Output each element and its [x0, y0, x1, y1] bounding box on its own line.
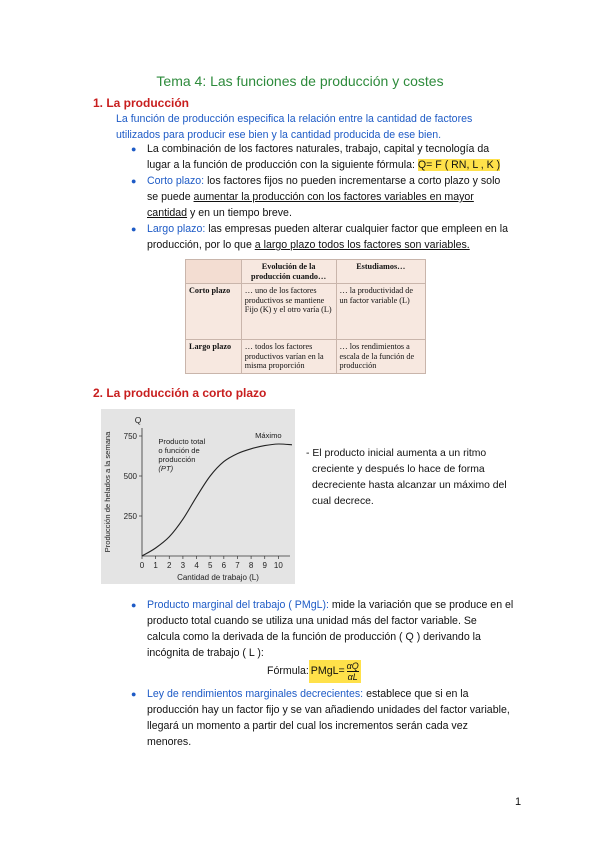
- formula-fraction: [347, 661, 359, 682]
- desc-line-2: creciente y después lo hace de forma: [312, 464, 485, 475]
- formula-lhs: PMgL=: [310, 665, 345, 677]
- y-tick-label: 750: [123, 432, 137, 441]
- marginal-line-4: incógnita de trabajo ( L ):: [147, 647, 264, 659]
- x-tick-label: 5: [207, 561, 213, 570]
- formula-label: Fórmula:: [267, 665, 309, 677]
- production-formula: Q= F ( RN, L , K ): [417, 159, 501, 171]
- long-run-line-2b: a largo plazo todos los factores son variables.: [254, 239, 470, 251]
- short-run-line-1: los factores fijos no pueden incrementarse a corto plazo y solo: [204, 175, 501, 187]
- total-product-chart: [101, 409, 295, 584]
- y-axis-letter: Q: [134, 415, 142, 425]
- x-tick-label: 7: [235, 561, 240, 570]
- bullet-factors-line-2: lugar a la función de producción con la siguiente fórmula:: [147, 159, 418, 171]
- x-tick-label: 10: [273, 561, 283, 570]
- bullet-icon: ●: [131, 176, 137, 186]
- diminishing-returns-label: Ley de rendimientos marginales decrecientes:: [147, 688, 364, 700]
- section-2-heading: 2. La producción a corto plazo: [93, 386, 267, 400]
- short-run-line-3b: y en un tiempo breve.: [187, 207, 292, 219]
- bullet-icon: ●: [131, 224, 137, 234]
- diminishing-line-2: producción hay un factor fijo y se van añadiendo unidades del factor variable,: [147, 704, 510, 716]
- long-run-line-1: las empresas pueden alterar cualquier factor que empleen en la: [205, 223, 509, 235]
- x-tick-label: 4: [194, 561, 199, 570]
- diminishing-line-3: llegará un momento a partir del cual los incrementos serán cada vez: [147, 720, 468, 732]
- short-run-line-2b: aumentar la producción con los factores variables en mayor: [193, 191, 474, 203]
- marginal-line-3: calcula como la derivada de la función de producción ( Q ) derivando la: [147, 631, 481, 643]
- x-tick-label: 0: [139, 561, 145, 570]
- diminishing-line-4: menores.: [147, 736, 192, 748]
- x-tick-label: 9: [262, 561, 267, 570]
- marginal-product-label: Producto marginal del trabajo ( PMgL):: [147, 599, 329, 611]
- marginal-line-2: producto total cuando se utiliza una unidad más del factor variable. Se: [147, 615, 477, 627]
- marginal-line-1: mide la variación que se produce en el: [328, 599, 514, 611]
- section-1-heading: 1. La producción: [93, 96, 190, 110]
- page-title: Tema 4: Las funciones de producción y costes: [156, 73, 444, 89]
- formula-denominator: αL: [347, 671, 358, 682]
- table-row-head-long: Largo plazo: [186, 340, 242, 374]
- formula-numerator: αQ: [346, 660, 359, 671]
- diminishing-line-1: establece que si en la: [363, 688, 469, 700]
- bullet-diminishing-returns: [147, 686, 528, 750]
- curve-label-line: Producto total: [158, 437, 206, 446]
- production-table: [185, 259, 426, 374]
- formula-highlight: [309, 660, 361, 683]
- section-1-intro: [116, 111, 528, 143]
- table-cell: … la productividad de un factor variable (L): [336, 284, 425, 340]
- table-cell: … uno de los factores productivos se mantiene Fijo (K) y el otro varía (L): [241, 284, 336, 340]
- short-run-label: Corto plazo:: [147, 175, 205, 187]
- x-tick-label: 8: [248, 561, 254, 570]
- page-number: 1: [515, 796, 522, 808]
- table-corner: [186, 260, 242, 284]
- desc-line-3: decreciente hasta alcanzar un máximo del: [312, 480, 507, 491]
- short-run-line-2a: se puede: [147, 191, 194, 203]
- short-run-line-3a: cantidad: [147, 207, 188, 219]
- x-tick-label: 6: [221, 561, 227, 570]
- y-tick-label: 250: [123, 512, 137, 521]
- bullet-factors-line-1: La combinación de los factores naturales, trabajo, capital y tecnología da: [147, 143, 490, 155]
- table-row-head-short: Corto plazo: [186, 284, 242, 340]
- curve-label-line: producción: [158, 455, 196, 464]
- curve-label-line: (PT): [158, 464, 174, 473]
- y-axis-label: Producción de helados a la semana: [103, 431, 112, 553]
- intro-line-1: La función de producción especifica la relación entre la cantidad de factores: [116, 113, 473, 125]
- marginal-formula: [267, 658, 361, 684]
- bullet-factors: [147, 141, 528, 173]
- x-axis-label: Cantidad de trabajo (L): [177, 573, 259, 582]
- bullet-marginal-product: [147, 597, 528, 661]
- bullet-icon: ●: [131, 144, 137, 154]
- bullet-long-run: [147, 221, 528, 253]
- bullet-short-run: [147, 173, 528, 221]
- table-header-evolution: Evolución de la producción cuando…: [241, 260, 336, 284]
- table-cell: … todos los factores productivos varían en la misma proporción: [241, 340, 336, 374]
- long-run-line-2a: producción, por lo que: [147, 239, 255, 251]
- bullet-icon: ●: [131, 689, 137, 699]
- y-tick-label: 500: [123, 472, 137, 481]
- curve-label-line: o función de: [158, 446, 200, 455]
- desc-line-4: cual decrece.: [312, 496, 374, 507]
- table-header-study: Estudiamos…: [336, 260, 425, 284]
- long-run-label: Largo plazo:: [147, 223, 206, 235]
- x-tick-label: 1: [153, 561, 158, 570]
- curve-description: [306, 446, 507, 510]
- desc-line-1: - El producto inicial aumenta a un ritmo: [306, 448, 487, 459]
- x-tick-label: 2: [167, 561, 172, 570]
- max-label: Máximo: [255, 431, 282, 440]
- bullet-icon: ●: [131, 600, 137, 610]
- table-cell: … los rendimientos a escala de la función de producción: [336, 340, 425, 374]
- intro-line-2: utilizados para producir ese bien y la cantidad producida de ese bien.: [116, 129, 442, 141]
- x-tick-label: 3: [180, 561, 186, 570]
